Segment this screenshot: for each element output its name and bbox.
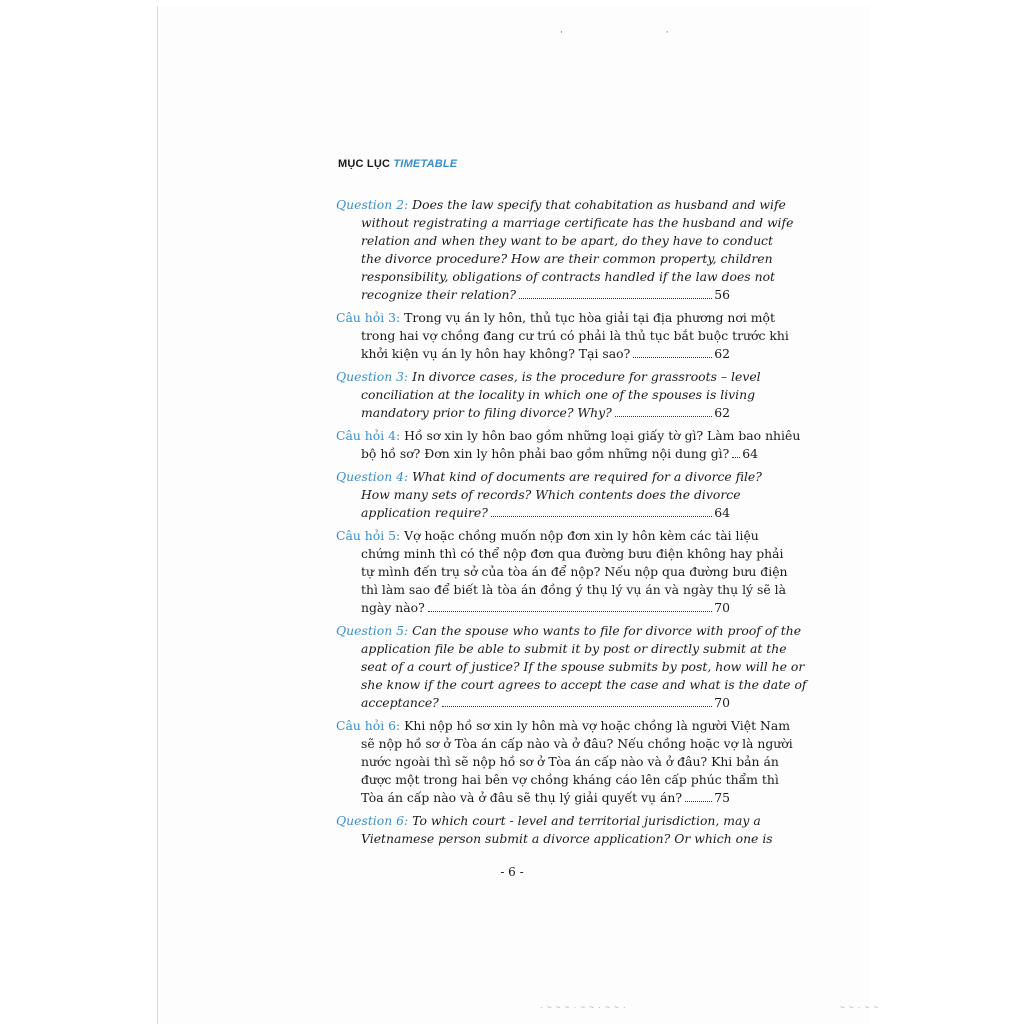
- toc-entry-line: she know if the court agrees to accept the case and what is the date of: [361, 677, 807, 692]
- bleed-through-text-right: ~ ~ · ~ ~: [840, 1003, 880, 1012]
- toc-entry-text: application require?: [361, 505, 488, 520]
- toc-entry: [336, 468, 762, 522]
- toc-entry-first-line: [336, 368, 761, 386]
- toc-entry-label: Câu hỏi 3:: [336, 310, 401, 325]
- toc-entry: [336, 812, 773, 848]
- toc-entry-text: In divorce cases, is the procedure for grassroots – level: [412, 369, 761, 384]
- toc-entry-line: chứng minh thì có thể nộp đơn qua đường bưu điện không hay phải: [361, 546, 784, 561]
- toc-entry-text: Tòa án cấp nào và ở đâu sẽ thụ lý giải quyết vụ án?: [361, 790, 682, 805]
- toc-entry-last-line: [336, 599, 730, 617]
- toc-entry-page: 62: [714, 346, 730, 361]
- toc-entry-line: Vietnamese person submit a divorce application? Or which one is: [361, 831, 773, 846]
- toc-entry-first-line: [336, 622, 802, 640]
- toc-entry-line: sẽ nộp hồ sơ ở Tòa án cấp nào và ở đâu? Nếu chồng hoặc vợ là người: [361, 736, 793, 751]
- toc-entry-first-line: [336, 812, 761, 830]
- toc-entry-page: 64: [742, 446, 759, 461]
- toc-entry-label: Câu hỏi 4:: [336, 428, 401, 443]
- toc-entry-last-line: [336, 445, 759, 463]
- toc-entry-label: Question 4:: [336, 469, 409, 484]
- toc-entry-last-line: [336, 694, 730, 712]
- toc-entry-line: relation and when they want to be apart, do they have to conduct: [361, 233, 773, 248]
- toc-entry-text: Can the spouse who wants to file for divorce with proof of the: [412, 623, 802, 638]
- dot-leader: [491, 516, 712, 517]
- toc-entry-label: Question 3:: [336, 369, 409, 384]
- toc-entry-text: bộ hồ sơ? Đơn xin ly hôn phải bao gồm những nội dung gì?: [361, 446, 730, 461]
- toc-entry-page: 64: [714, 505, 730, 520]
- toc-entry-text: Khi nộp hồ sơ xin ly hôn mà vợ hoặc chồng là người Việt Nam: [404, 718, 790, 733]
- toc-entry-text: Vợ hoặc chồng muốn nộp đơn xin ly hôn kèm các tài liệu: [404, 528, 759, 543]
- toc-entry-line: seat of a court of justice? If the spouse submits by post, how will he or: [361, 659, 805, 674]
- toc-entry: [336, 717, 793, 807]
- toc-header: [338, 158, 457, 170]
- dot-leader: [732, 457, 740, 458]
- toc-entry-label: Question 5:: [336, 623, 409, 638]
- toc-entry-label: Câu hỏi 5:: [336, 528, 401, 543]
- toc-entry-label: Câu hỏi 6:: [336, 718, 401, 733]
- toc-entry-line: the divorce procedure? How are their common property, children: [361, 251, 773, 266]
- scan-specks: · ·: [560, 28, 719, 38]
- toc-entry: [336, 527, 788, 617]
- toc-entry-line: thì làm sao để biết là tòa án đồng ý thụ lý vụ án và ngày thụ lý sẽ là: [361, 582, 786, 597]
- toc-entry-page: 70: [714, 600, 730, 615]
- toc-entry-line: responsibility, obligations of contracts handled if the law does not: [361, 269, 776, 284]
- toc-entry-line: without registrating a marriage certificate has the husband and wife: [361, 215, 794, 230]
- toc-entry-text: Does the law specify that cohabitation as husband and wife: [412, 197, 786, 212]
- toc-entry-first-line: [336, 427, 801, 445]
- toc-entry-last-line: [336, 504, 730, 522]
- toc-entry-text: What kind of documents are required for a divorce file?: [412, 469, 762, 484]
- toc-entry-page: 56: [714, 287, 730, 302]
- page-number: - 6 -: [500, 865, 524, 879]
- toc-entry-line: application file be able to submit it by post or directly submit at the: [361, 641, 787, 656]
- toc-entry-last-line: [336, 286, 730, 304]
- toc-entry-first-line: [336, 309, 775, 327]
- toc-entry-first-line: [336, 468, 762, 486]
- dot-leader: [633, 357, 712, 358]
- toc-subtitle: TIMETABLE: [393, 158, 458, 170]
- toc-entry-text: khởi kiện vụ án ly hôn hay không? Tại sao?: [361, 346, 631, 361]
- dot-leader: [615, 416, 712, 417]
- toc-entry-first-line: [336, 196, 786, 214]
- toc-entry-label: Question 6:: [336, 813, 409, 828]
- toc-entry: [336, 196, 794, 304]
- toc-entry-text: recognize their relation?: [361, 287, 517, 302]
- toc-entry: [336, 309, 789, 363]
- toc-entry: [336, 622, 807, 712]
- toc-entry-line: tự mình đến trụ sở của tòa án để nộp? Nếu nộp qua đường bưu điện: [361, 564, 788, 579]
- toc-entry-page: 75: [714, 790, 730, 805]
- toc-entry-last-line: [336, 345, 730, 363]
- toc-entry-text: To which court - level and territorial jurisdiction, may a: [412, 813, 761, 828]
- toc-title: MỤC LỤC: [338, 158, 391, 170]
- toc-entry-label: Question 2:: [336, 197, 409, 212]
- toc-entry-text: mandatory prior to filing divorce? Why?: [361, 405, 612, 420]
- toc-entry: [336, 427, 801, 463]
- dot-leader: [442, 706, 712, 707]
- toc-entry-page: 62: [714, 405, 730, 420]
- toc-entry-text: ngày nào?: [361, 600, 425, 615]
- toc-entry-line: How many sets of records? Which contents does the divorce: [361, 487, 741, 502]
- toc-entry-page: 70: [714, 695, 730, 710]
- toc-entry-line: được một trong hai bên vợ chồng kháng cáo lên cấp phúc thẩm thì: [361, 772, 779, 787]
- dot-leader: [519, 298, 712, 299]
- toc-entry-first-line: [336, 717, 790, 735]
- toc-entry-text: Trong vụ án ly hôn, thủ tục hòa giải tại địa phương nơi một: [404, 310, 775, 325]
- toc-entry-line: conciliation at the locality in which one of the spouses is living: [361, 387, 756, 402]
- toc-entry-text: acceptance?: [361, 695, 439, 710]
- toc-entry: [336, 368, 761, 422]
- toc-entry-last-line: [336, 789, 730, 807]
- toc-entry-line: trong hai vợ chồng đang cư trú có phải là thủ tục bắt buộc trước khi: [361, 328, 789, 343]
- table-of-contents: [336, 196, 807, 853]
- bleed-through-text-left: · ~ ~ ~ · ~ ~ · ~ ~ ·: [540, 1003, 627, 1012]
- dot-leader: [685, 801, 712, 802]
- dot-leader: [428, 611, 713, 612]
- toc-entry-first-line: [336, 527, 759, 545]
- toc-entry-line: nước ngoài thì sẽ nộp hồ sơ ở Tòa án cấp nào và ở đâu? Khi bản án: [361, 754, 779, 769]
- toc-entry-last-line: [336, 404, 730, 422]
- toc-entry-text: Hồ sơ xin ly hôn bao gồm những loại giấy tờ gì? Làm bao nhiêu: [404, 428, 801, 443]
